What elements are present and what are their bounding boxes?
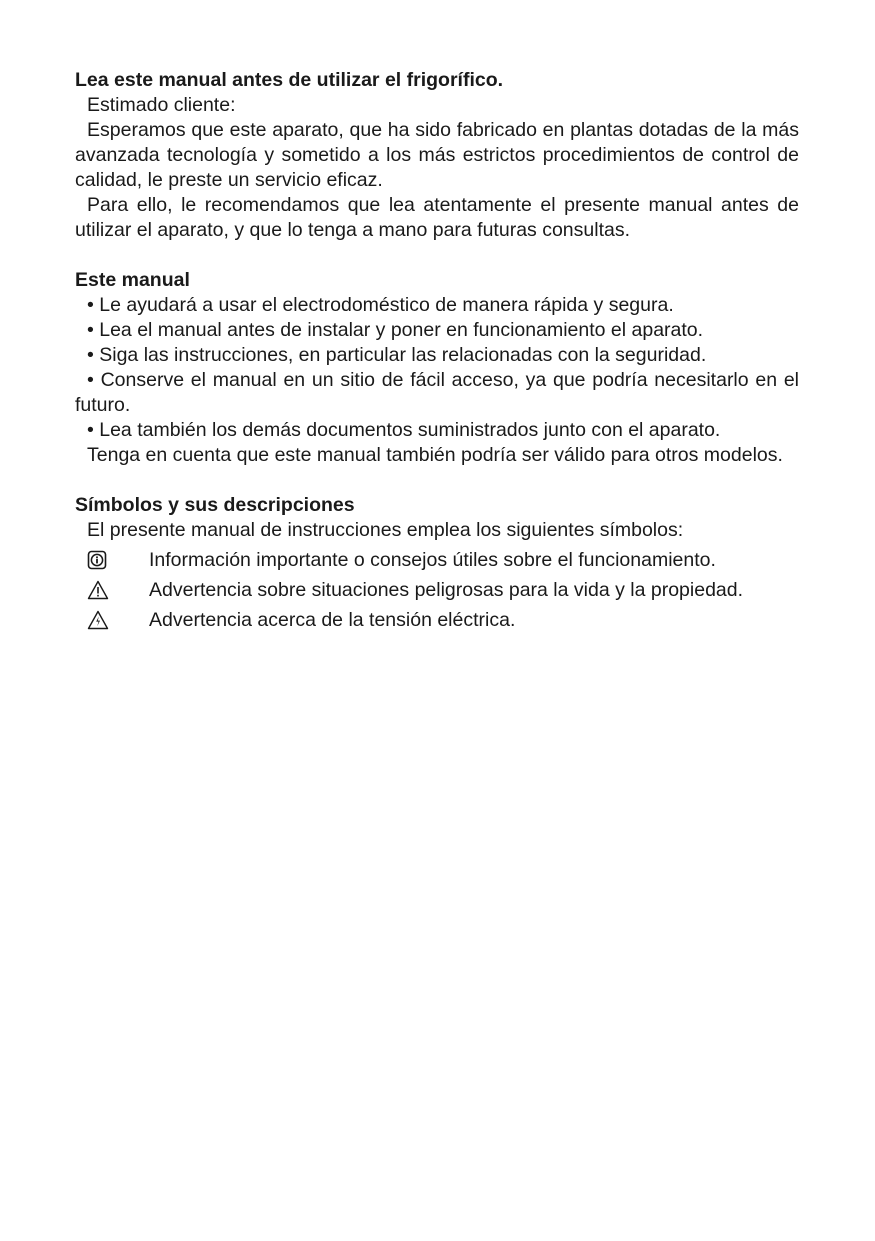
intro-heading: Lea este manual antes de utilizar el frigorífico. xyxy=(75,69,504,91)
symbol-row-info xyxy=(75,545,799,575)
symbol-description: Información importante o consejos útiles sobre el funcionamiento. xyxy=(149,548,716,571)
intro-paragraph-2: Para ello, le recomendamos que lea atentamente el presente manual antes de utilizar el aparato, y que lo tenga a mano para futuras consultas. xyxy=(75,194,799,241)
symbol-description: Advertencia acerca de la tensión eléctrica. xyxy=(149,608,516,631)
manual-bullet: • Lea también los demás documentos suministrados junto con el aparato. xyxy=(87,419,721,441)
electric-warning-icon xyxy=(75,610,149,630)
manual-note: Tenga en cuenta que este manual también podría ser válido para otros modelos. xyxy=(87,444,783,466)
warning-icon xyxy=(75,580,149,600)
manual-bullet: • Conserve el manual en un sitio de fácil acceso, ya que podría necesitarlo en el futuro. xyxy=(75,369,799,416)
manual-bullet: • Siga las instrucciones, en particular las relacionadas con la seguridad. xyxy=(87,344,707,366)
symbols-list xyxy=(75,545,799,635)
greeting: Estimado cliente: xyxy=(87,94,236,116)
symbol-description: Advertencia sobre situaciones peligrosas para la vida y la propiedad. xyxy=(149,578,744,601)
symbols-heading: Símbolos y sus descripciones xyxy=(75,494,355,516)
info-icon xyxy=(75,550,149,570)
symbol-row-electric xyxy=(75,605,799,635)
section-gap xyxy=(75,468,799,493)
manual-heading: Este manual xyxy=(75,269,190,291)
symbol-row-warning xyxy=(75,575,799,605)
symbols-intro: El presente manual de instrucciones emplea los siguientes símbolos: xyxy=(87,519,684,541)
manual-bullet: • Le ayudará a usar el electrodoméstico de manera rápida y segura. xyxy=(87,294,674,316)
section-gap xyxy=(75,243,799,268)
manual-bullet: • Lea el manual antes de instalar y poner en funcionamiento el aparato. xyxy=(87,319,704,341)
manual-page xyxy=(75,68,799,635)
intro-paragraph-1: Esperamos que este aparato, que ha sido fabricado en plantas dotadas de la más avanzada tecnología y sometido a los más estrictos procedimientos de control de calidad, le preste un servicio eficaz. xyxy=(75,119,799,191)
